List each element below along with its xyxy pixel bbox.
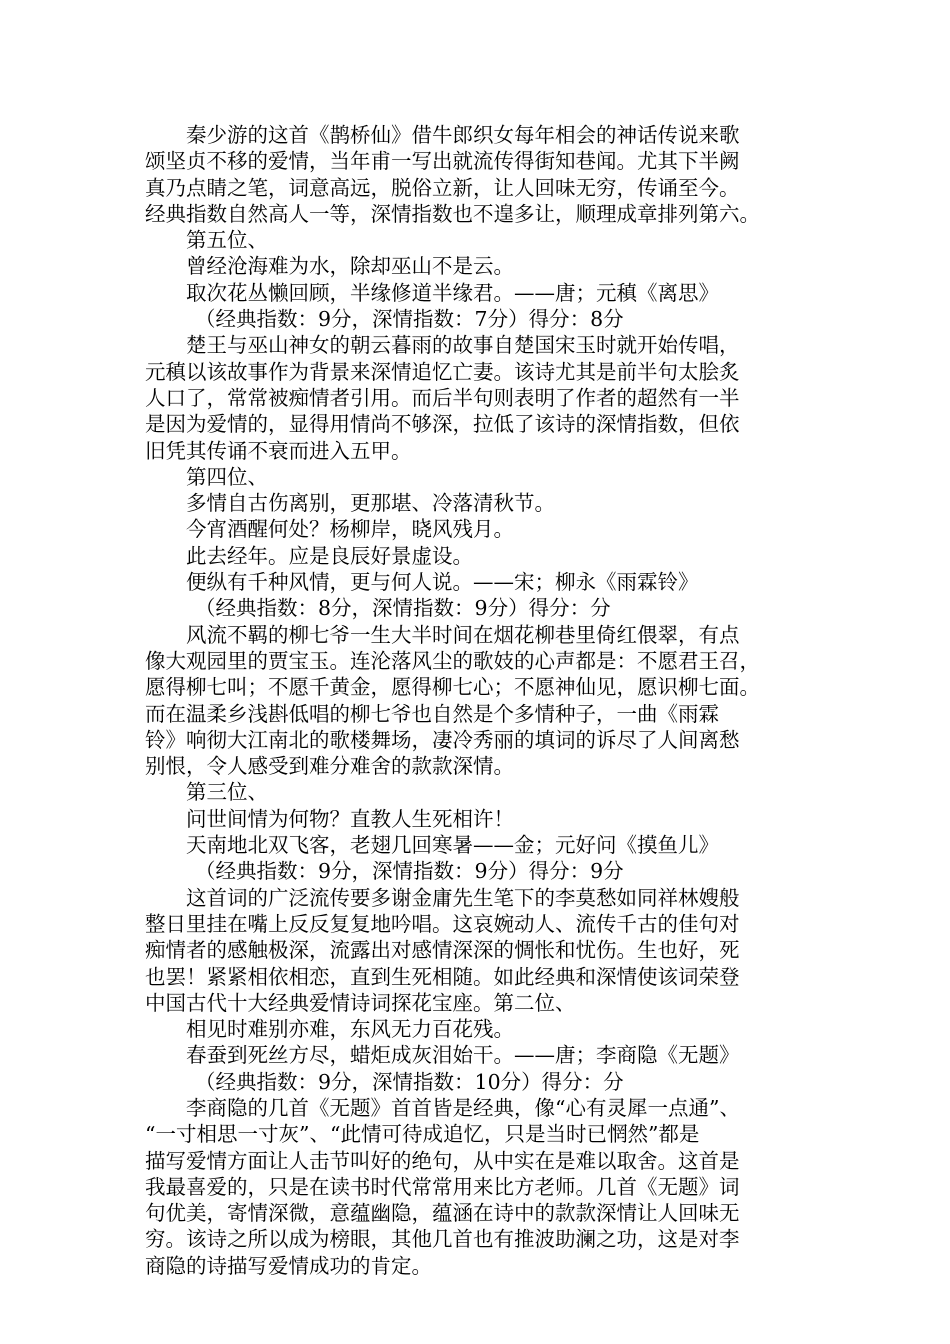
text-line: 别恨，令人感受到难分难舍的款款深情。	[145, 754, 514, 779]
text-line: “一寸相思一寸灰”、“此情可待成追忆，只是当时已惘然”都是	[145, 1122, 700, 1147]
text-line: 经典指数自然高人一等，深情指数也不遑多让，顺理成章排列第六。	[145, 201, 760, 226]
text-line: 风流不羁的柳七爷一生大半时间在烟花柳巷里倚红偎翠，有点	[186, 622, 740, 647]
text-line: 愿得柳七叫；不愿千黄金，愿得柳七心；不愿神仙见，愿识柳七面。	[145, 675, 760, 700]
text-line: 李商隐的几首《无题》首首皆是经典，像“心有灵犀一点通”、	[186, 1095, 740, 1120]
text-line: 是因为爱情的，显得用情尚不够深，拉低了该诗的深情指数，但依	[145, 412, 740, 437]
poem-line: 取次花丛懒回顾，半缘修道半缘君。——唐；元稹《离思》	[186, 280, 719, 305]
score-line: （经典指数：9分，深情指数：10分）得分：分	[195, 1069, 624, 1094]
section-heading: 第三位、	[186, 780, 268, 805]
poem-line: 曾经沧海难为水，除却巫山不是云。	[186, 254, 514, 279]
text-line: 我最喜爱的，只是在读书时代常常用来比方老师。几首《无题》词	[145, 1174, 740, 1199]
text-line: 痴情者的感触极深，流露出对感情深深的惆怅和忧伤。生也好，死	[145, 938, 740, 963]
text-line: 商隐的诗描写爱情成功的肯定。	[145, 1253, 432, 1278]
text-line: 人口了，常常被痴情者引用。而后半句则表明了作者的超然有一半	[145, 385, 740, 410]
poem-line: 相见时难别亦难，东风无力百花残。	[186, 1017, 514, 1042]
text-line: 这首词的广泛流传要多谢金庸先生笔下的李莫愁如同祥林嫂般	[186, 885, 740, 910]
poem-line: 今宵酒醒何处？杨柳岸，晓风残月。	[186, 517, 514, 542]
score-line: （经典指数：9分，深情指数：9分）得分：9分	[195, 859, 624, 884]
text-line: 元稹以该故事作为背景来深情追忆亡妻。该诗尤其是前半句太脍炙	[145, 359, 740, 384]
score-line: （经典指数：8分，深情指数：9分）得分：分	[195, 596, 611, 621]
text-line: 句优美，寄情深微，意蕴幽隐，蕴涵在诗中的款款深情让人回味无	[145, 1201, 740, 1226]
section-heading: 第四位、	[186, 464, 268, 489]
text-line: 旧凭其传诵不衰而进入五甲。	[145, 438, 412, 463]
section-heading: 第五位、	[186, 228, 268, 253]
text-line: 真乃点睛之笔，词意高远，脱俗立新，让人回味无穷，传诵至今。	[145, 175, 740, 200]
poem-line: 多情自古伤离别，更那堪、冷落清秋节。	[186, 491, 555, 516]
document-page	[145, 122, 805, 1279]
text-line: 秦少游的这首《鹊桥仙》借牛郎织女每年相会的神话传说来歌	[186, 123, 740, 147]
poem-line: 此去经年。应是良辰好景虚设。	[186, 543, 473, 568]
text-line: 颂坚贞不移的爱情，当年甫一写出就流传得街知巷闻。尤其下半阙	[145, 149, 740, 174]
text-line: 铃》响彻大江南北的歌楼舞场，凄冷秀丽的填词的诉尽了人间离愁	[145, 727, 740, 752]
text-line: 中国古代十大经典爱情诗词探花宝座。第二位、	[145, 990, 576, 1015]
text-line: 描写爱情方面让人击节叫好的绝句，从中实在是难以取舍。这首是	[145, 1148, 740, 1173]
text-line: 也罢！紧紧相依相恋，直到生死相随。如此经典和深情使该词荣登	[145, 964, 740, 989]
poem-line: 春蚕到死丝方尽，蜡炬成灰泪始干。——唐；李商隐《无题》	[186, 1043, 740, 1068]
text-line: 像大观园里的贾宝玉。连沦落风尘的歌妓的心声都是：不愿君王召，	[145, 648, 760, 673]
score-line: （经典指数：9分，深情指数：7分）得分：8分	[195, 307, 624, 332]
text-line: 而在温柔乡浅斟低唱的柳七爷也自然是个多情种子，一曲《雨霖	[145, 701, 719, 726]
poem-line: 便纵有千种风情，更与何人说。——宋；柳永《雨霖铃》	[186, 570, 699, 595]
text-line: 穷。该诗之所以成为榜眼，其他几首也有推波助澜之功，这是对李	[145, 1227, 740, 1252]
poem-line: 天南地北双飞客，老翅几回寒暑——金；元好问《摸鱼儿》	[186, 833, 719, 858]
poem-line: 问世间情为何物？直教人生死相许！	[186, 806, 514, 831]
text-line: 整日里挂在嘴上反反复复地吟唱。这哀婉动人、流传千古的佳句对	[145, 911, 740, 936]
text-line: 楚王与巫山神女的朝云暮雨的故事自楚国宋玉时就开始传唱，	[186, 333, 740, 358]
